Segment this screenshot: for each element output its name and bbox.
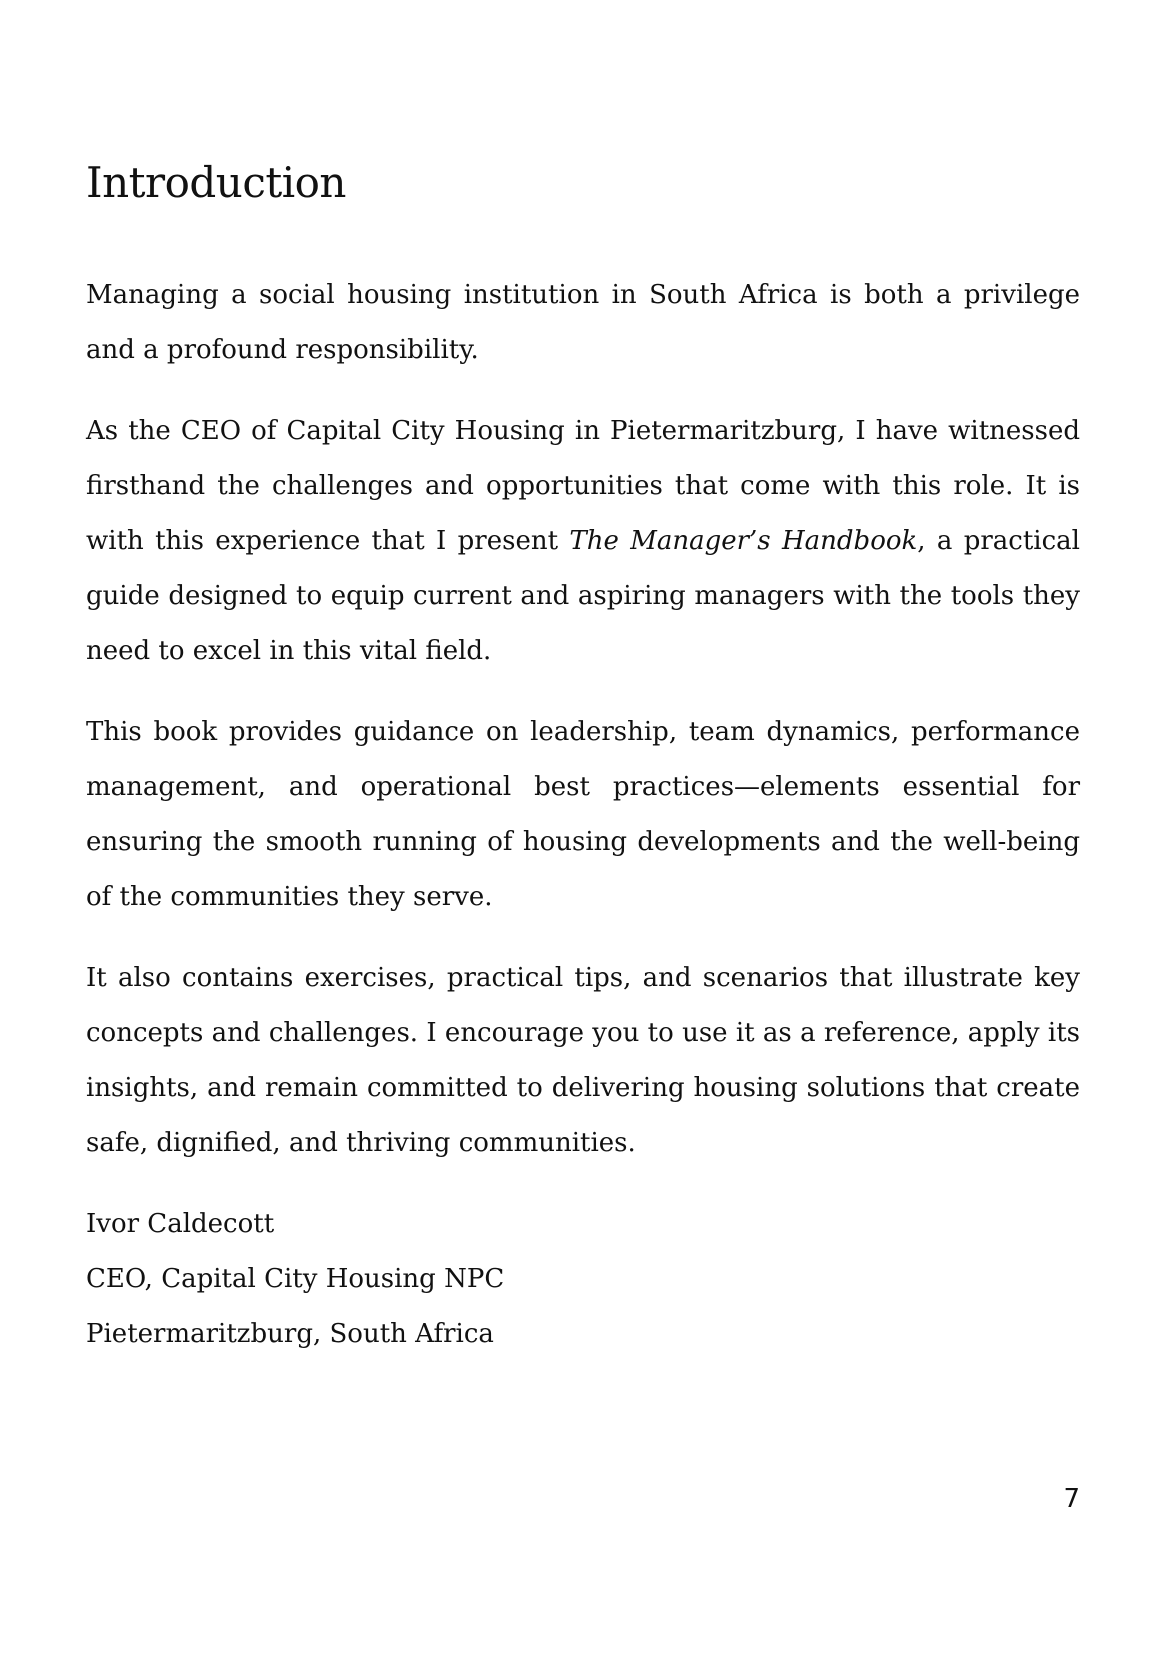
- paragraph-4: It also contains exercises, practical tips, and scenarios that illustrate key concepts and challenges. I encourage you to use it as a reference, apply its insights, and remain committed to delivering housing solutions that create safe, dignified, and thriving communities.: [86, 963, 1080, 1159]
- page-title: Introduction: [86, 158, 346, 207]
- signature-location: Pietermaritzburg, South Africa: [86, 1319, 494, 1350]
- paragraph-3: This book provides guidance on leadership, team dynamics, performance management, and operational best practices—elements essential for ensuring the smooth running of housing developments and the well-being of the communities they serve.: [86, 717, 1080, 913]
- signature-block: [86, 1197, 1080, 1362]
- book-title: The Manager’s Handbook: [569, 526, 918, 557]
- paragraph-2-after: , a practical guide designed to equip current and aspiring managers with the tools they need to excel in this vital field.: [86, 526, 1080, 667]
- signature-name: Ivor Caldecott: [86, 1209, 275, 1240]
- paragraph-2-before: As the CEO of Capital City Housing in Pietermaritzburg, I have witnessed firsthand the challenges and opportunities that come with this role. It is with this experience that I present: [86, 416, 1080, 557]
- page-content: [86, 160, 1080, 1362]
- page-number: 7: [1063, 1484, 1080, 1514]
- paragraph-1: Managing a social housing institution in South Africa is both a privilege and a profound responsibility.: [86, 280, 1080, 366]
- paragraph-2: [86, 404, 1080, 679]
- signature-title: CEO, Capital City Housing NPC: [86, 1264, 505, 1295]
